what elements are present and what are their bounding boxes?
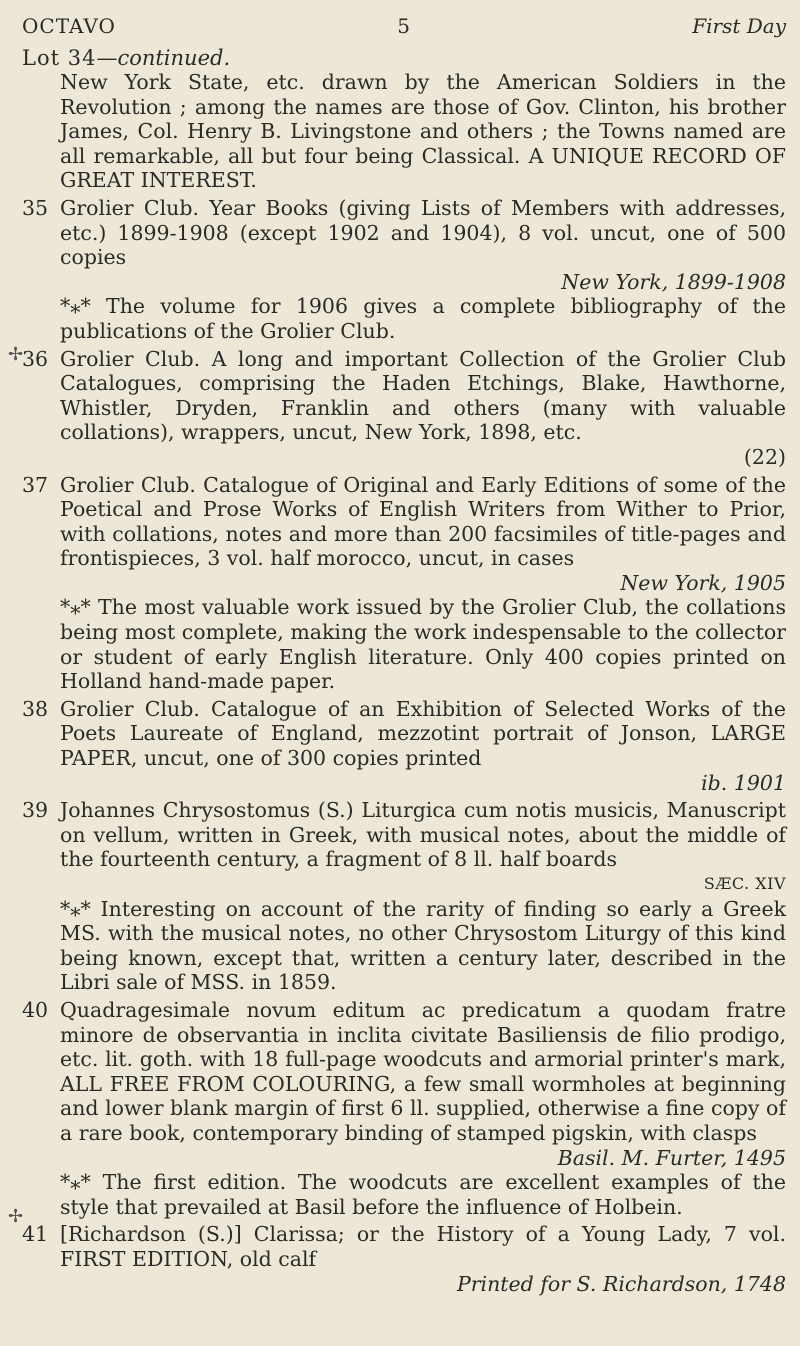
lot-imprint: SÆC. XIV — [703, 874, 786, 893]
lot-description: Grolier Club. Year Books (giving Lists of Members with addresses, etc.) 1899-1908 (except 1902 and 1904), 8 vol. uncut, one of 500 copies — [60, 195, 786, 270]
lot-number: 39 — [22, 798, 49, 823]
lot-heading — [22, 46, 786, 70]
lot-number: 40 — [22, 997, 49, 1022]
header-format: OCTAVO — [22, 14, 116, 38]
lot-note: *⁎* Interesting on account of the rarity of finding so early a Greek MS. with the musical notes, no other Chrysostom Liturgy of this kind being known, except that, written a century later, described in the Libri sale of MSS. in 1859. — [60, 896, 786, 995]
lot-entry — [22, 196, 786, 344]
lot-imprint: New York, 1899-1908 — [561, 269, 786, 294]
margin-pencil-mark: ✢ — [8, 344, 24, 365]
lot-description: Quadragesimale novum editum ac predicatum a quodam fratre minore de observantia in inclita civitate Basiliensis de filio prodigo, etc. lit. goth. with 18 full-page woodcuts and armorial printer's mark, ALL FREE FROM COLOURING, a few small wormholes at beginning and lower blank margin of first 6 ll. supplied, otherwise a fine copy of a rare book, contemporary binding of stamped pigskin, with clasps — [60, 997, 786, 1145]
lot-description: Grolier Club. A long and important Collection of the Grolier Club Catalogues, comprising the Haden Etchings, Blake, Hawthorne, Whistler, Dryden, Franklin and others (many with valuable collations), wrappers, uncut, New York, 1898, etc. — [60, 346, 786, 445]
lot-imprint: Printed for S. Richardson, 1748 — [456, 1271, 786, 1296]
margin-pencil-mark: ✢ — [8, 1206, 24, 1227]
lot-description: [Richardson (S.)] Clarissa; or the History of a Young Lady, 7 vol. FIRST EDITION, old calf — [60, 1222, 786, 1271]
page-header — [22, 14, 786, 44]
lot-note: *⁎* The first edition. The woodcuts are excellent examples of the style that prevailed at Basil before the influence of Holbein. — [60, 1170, 786, 1219]
lot-number: 38 — [22, 696, 49, 721]
lot-entry — [22, 697, 786, 795]
lot-imprint: Basil. M. Furter, 1495 — [557, 1145, 786, 1170]
lot-number: 41 — [22, 1222, 49, 1247]
lot-number: 36 — [22, 346, 49, 371]
lot-note: *⁎* The volume for 1906 gives a complete bibliography of the publications of the Grolier Club. — [60, 294, 786, 343]
lot-description: Grolier Club. Catalogue of Original and Early Editions of some of the Poetical and Prose Works of English Writers from Wither to Prior, with collations, notes and more than 200 facsimiles of title-pages and frontispieces, 3 vol. half morocco, uncut, in cases — [60, 472, 786, 571]
lot-entry — [22, 998, 786, 1219]
lot-imprint: ib. 1901 — [701, 770, 786, 795]
lot-heading-continued: —continued. — [96, 46, 231, 70]
lot-number: 35 — [22, 195, 49, 220]
lot-entry — [22, 1222, 786, 1296]
lot-description: Johannes Chrysostomus (S.) Liturgica cum notis musicis, Manuscript on vellum, written in Greek, with musical notes, about the middle of the fourteenth century, a fragment of 8 ll. half boards — [60, 798, 786, 872]
lot-imprint: New York, 1905 — [620, 570, 786, 595]
lot-description: Grolier Club. Catalogue of an Exhibition of Selected Works of the Poets Laureate of England, mezzotint portrait of Jonson, LARGE PAPER, uncut, one of 300 copies printed — [60, 696, 786, 771]
lot-heading-word: Lot 34 — [22, 46, 97, 70]
lot-imprint: (22) — [743, 444, 786, 469]
lot-entry — [22, 473, 786, 694]
header-sale-day: First Day — [692, 14, 786, 38]
lot-note: *⁎* The most valuable work issued by the Grolier Club, the collations being most complete, making the work indespensable to the collector or student of early English literature. Only 400 copies printed on Holland hand-made paper. — [60, 595, 786, 694]
lot-number: 37 — [22, 472, 49, 497]
lot-34-continuation: New York State, etc. drawn by the American Soldiers in the Revolution ; among the names are those of Gov. Clinton, his brother James, Col. Henry B. Livingstone and others ; the Towns named are all remarkable, all but four being Classical. A UNIQUE RECORD OF GREAT INTEREST. — [60, 70, 786, 193]
page-number: 5 — [397, 14, 411, 38]
lot-entry — [22, 798, 786, 995]
lot-entry — [22, 347, 786, 470]
